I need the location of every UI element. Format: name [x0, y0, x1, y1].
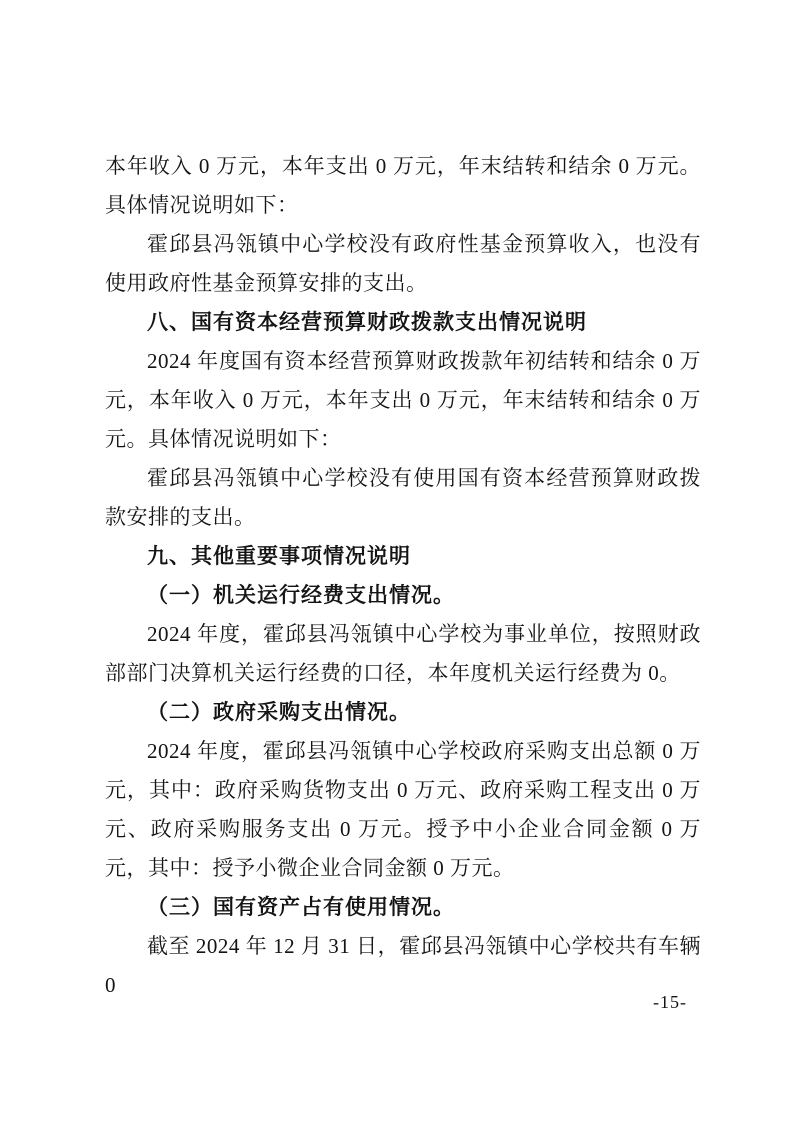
section-8-note-paragraph: 霍邱县冯瓴镇中心学校没有使用国有资本经营预算财政拨款安排的支出。	[105, 466, 701, 529]
gov-fund-note-paragraph: 霍邱县冯瓴镇中心学校没有政府性基金预算收入，也没有使用政府性基金预算安排的支出。	[105, 232, 701, 295]
section-9-heading: 九、其他重要事项情况说明	[147, 545, 411, 568]
subsection-3-heading: （三）国有资产占有使用情况。	[147, 895, 455, 919]
continuation-paragraph: 本年收入 0 万元，本年支出 0 万元，年末结转和结余 0 万元。具体情况说明如下：	[105, 154, 701, 217]
section-8-heading: 八、国有资本经营预算财政拨款支出情况说明	[147, 311, 587, 334]
page-number: -15-	[653, 992, 687, 1012]
section-8-body-paragraph: 2024 年度国有资本经营预算财政拨款年初结转和结余 0 万元，本年收入 0 万元，本年支出 0 万元，年末结转和结余 0 万元。具体情况说明如下：	[105, 349, 701, 451]
subsection-1-heading: （一）机关运行经费支出情况。	[147, 583, 455, 607]
subsection-3-body-paragraph: 截至 2024 年 12 月 31 日，霍邱县冯瓴镇中心学校共有车辆 0	[105, 934, 701, 997]
subsection-1-body-paragraph: 2024 年度，霍邱县冯瓴镇中心学校为事业单位，按照财政部部门决算机关运行经费的口径，本年度机关运行经费为 0。	[105, 622, 701, 685]
document-body	[105, 147, 701, 1005]
subsection-2-heading: （二）政府采购支出情况。	[147, 700, 411, 724]
subsection-2-body-paragraph: 2024 年度，霍邱县冯瓴镇中心学校政府采购支出总额 0 万元，其中：政府采购货物支出 0 万元、政府采购工程支出 0 万元、政府采购服务支出 0 万元。授予中小企业合同金额 0 万元，其中：授予小微企业合同金额 0 万元。	[105, 739, 701, 880]
